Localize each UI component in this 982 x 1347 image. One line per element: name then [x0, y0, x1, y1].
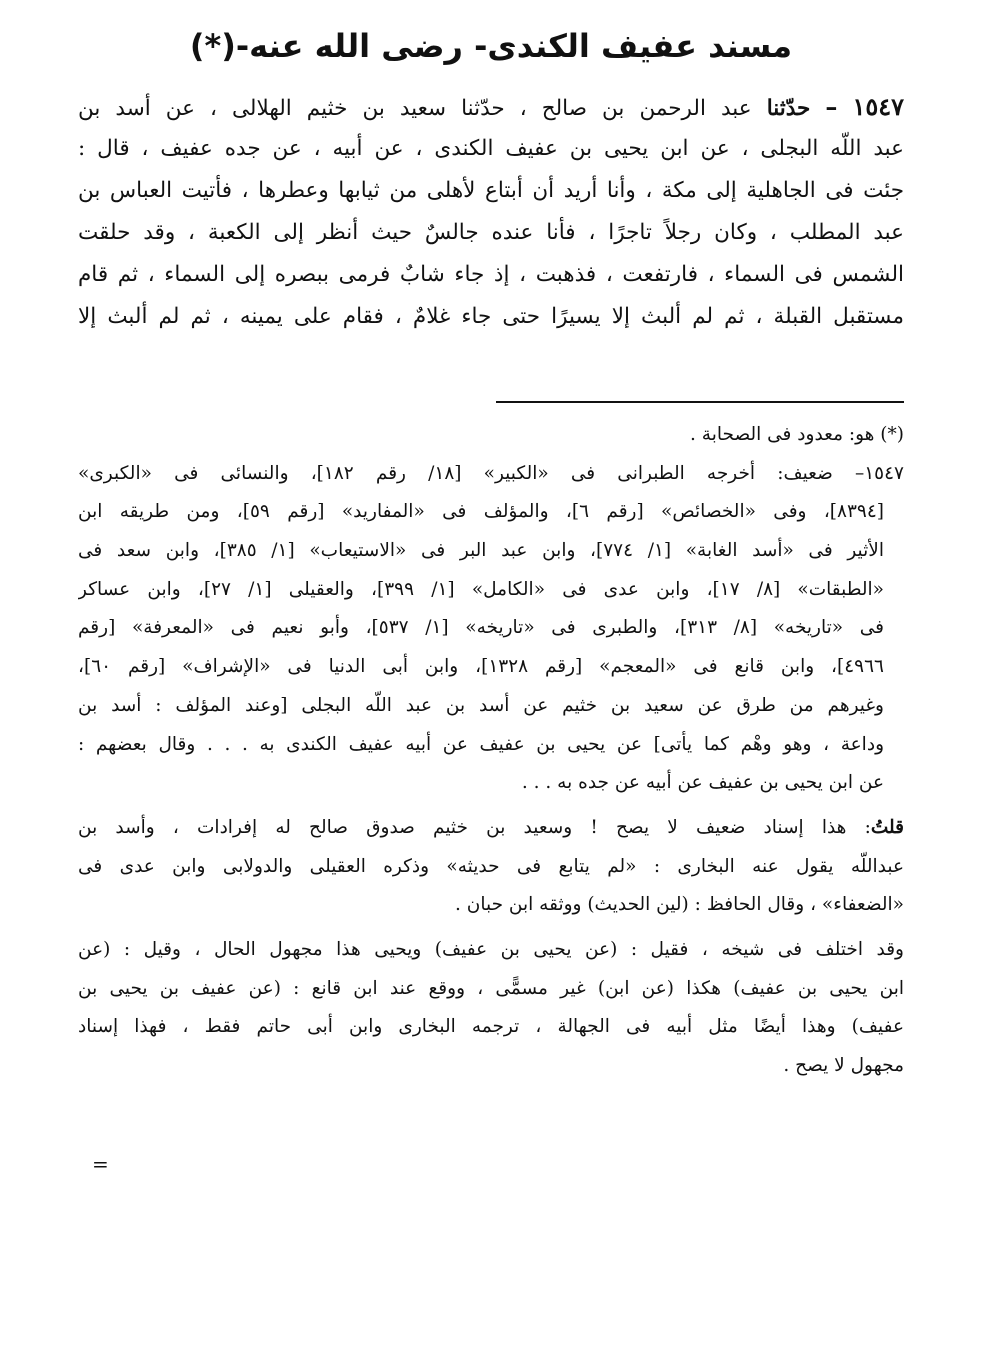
takhrij-line-8: وداعة ، وهو وهْم كما يأتى] عن يحيى بن عفيف عن أبيه عفيف الكندى به . . . وقال بعضهم :	[78, 733, 884, 755]
hadith-line-4: عبد المطلب ، وكان رجلاً تاجرًا ، فأنا عنده جالسٌ حيث أنظر إلى الكعبة ، وقد حلقت	[78, 220, 904, 245]
qultu-line-3: «الضعفاء» ، وقال الحافظ : (لين الحديث) ووثقه ابن حبان .	[455, 894, 904, 916]
ikhtilaf-line-4: مجهول لا يصح .	[783, 1055, 904, 1076]
continuation-mark: =	[92, 1152, 109, 1176]
hadith-text	[78, 86, 904, 338]
qultu-line-1-text: : هذا إسناد ضعيف لا يصح ! وسعيد بن خثيم صدوق صالح له إفرادات ، وأسد بن	[78, 816, 871, 838]
ikhtilaf-line-2: ابن يحيى بن عفيف) هكذا (عن ابن) غير مسمًّى ، ووقع عند ابن قانع : (عن عفيف بن يحيى بن	[78, 977, 904, 999]
haddathana-word: حدّثنا	[766, 96, 811, 121]
qultu-label: قلتُ	[870, 816, 904, 838]
footnote-separator	[496, 401, 904, 403]
hadith-line-2: عبد اللّه البجلى ، عن ابن يحيى بن عفيف الكندى ، عن أبيه ، عن جده عفيف ، قال :	[78, 136, 904, 161]
takhrij-line-2: [٨٣٩٤]، وفى «الخصائص» [رقم ٦]، والمؤلف فى «المفاريد» [رقم ٥٩]، ومن طريقه ابن	[78, 501, 884, 523]
hadith-line-1-text: عبد الرحمن بن صالح ، حدّثنا سعيد بن خثيم الهلالى ، عن أسد بن	[78, 96, 752, 121]
star-footnote: (*) هو: معدود فى الصحابة .	[690, 424, 904, 445]
ikhtilaf-line-1: وقد اختلف فى شيخه ، فقيل : (عن يحيى بن عفيف) ويحيى هذا مجهول الحال ، وقيل : (عن	[78, 938, 904, 960]
qultu-line-1	[78, 809, 904, 848]
hadith-line-3: جئت فى الجاهلية إلى مكة ، وأنا أريد أن أبتاع لأهلى من ثيابها وعطرها ، فأتيت العباس بن	[78, 178, 904, 203]
footnotes	[78, 416, 904, 1086]
hadith-line-1	[78, 86, 904, 128]
qultu-line-2: عبداللّه يقول عنه البخارى : «لم يتابع فى حديثه» وذكره العقيلى والدولابى وابن عدى فى	[78, 855, 904, 877]
takhrij-line-4: «الطبقات» [٨/ ١٧]، وابن عدى فى «الكامل» [١/ ٣٩٩]، والعقيلى [١/ ٢٧]، وابن عساكر	[78, 578, 885, 600]
hadith-dash: –	[825, 92, 838, 121]
ikhtilaf-line-3: عفيف) وهذا أيضًا مثل أبيه فى الجهالة ، ترجمه البخارى وابن أبى حاتم فقط ، فهذا إسناد	[78, 1016, 904, 1038]
takhrij-line-1: ١٥٤٧– ضعيف: أخرجه الطبرانى فى «الكبير» [١٨/ رقم ١٨٢]، والنسائى فى «الكبرى»	[78, 462, 904, 484]
hadith-number: ١٥٤٧	[852, 92, 904, 121]
takhrij-line-7: وغيرهم من طرق عن سعيد بن خثيم عن أسد بن عبد اللّه البجلى [وعند المؤلف : أسد بن	[78, 694, 884, 716]
takhrij-line-9: عن ابن يحيى بن عفيف عن أبيه عن جده به . . .	[521, 772, 884, 794]
hadith-line-6: مستقبل القبلة ، ثم لم ألبث إلا يسيرًا حتى جاء غلامٌ ، فقام على يمينه ، ثم لم ألبث إلا	[78, 304, 904, 329]
page-header-title: مسند عفيف الكندى- رضى الله عنه-(*)	[189, 27, 793, 65]
hadith-line-5: الشمس فى السماء ، فارتفعت ، فذهبت ، إذ جاء شابٌ فرمى ببصره إلى السماء ، ثم قام	[78, 262, 904, 287]
takhrij-line-3: الأثير فى «أسد الغابة» [١/ ٧٧٤]، وابن عبد البر فى «الاستيعاب» [١/ ٣٨٥]، وابن سعد فى	[78, 540, 884, 562]
takhrij-line-5: فى «تاريخه» [٨/ ٣١٣]، والطبرى فى «تاريخه» [١/ ٥٣٧]، وأبو نعيم فى «المعرفة» [رقم	[78, 617, 884, 639]
takhrij-line-6: ٤٩٦٦]، وابن قانع فى «المعجم» [رقم ١٣٢٨]، وابن أبى الدنيا فى «الإشراف» [رقم ٦٠]،	[78, 656, 884, 678]
